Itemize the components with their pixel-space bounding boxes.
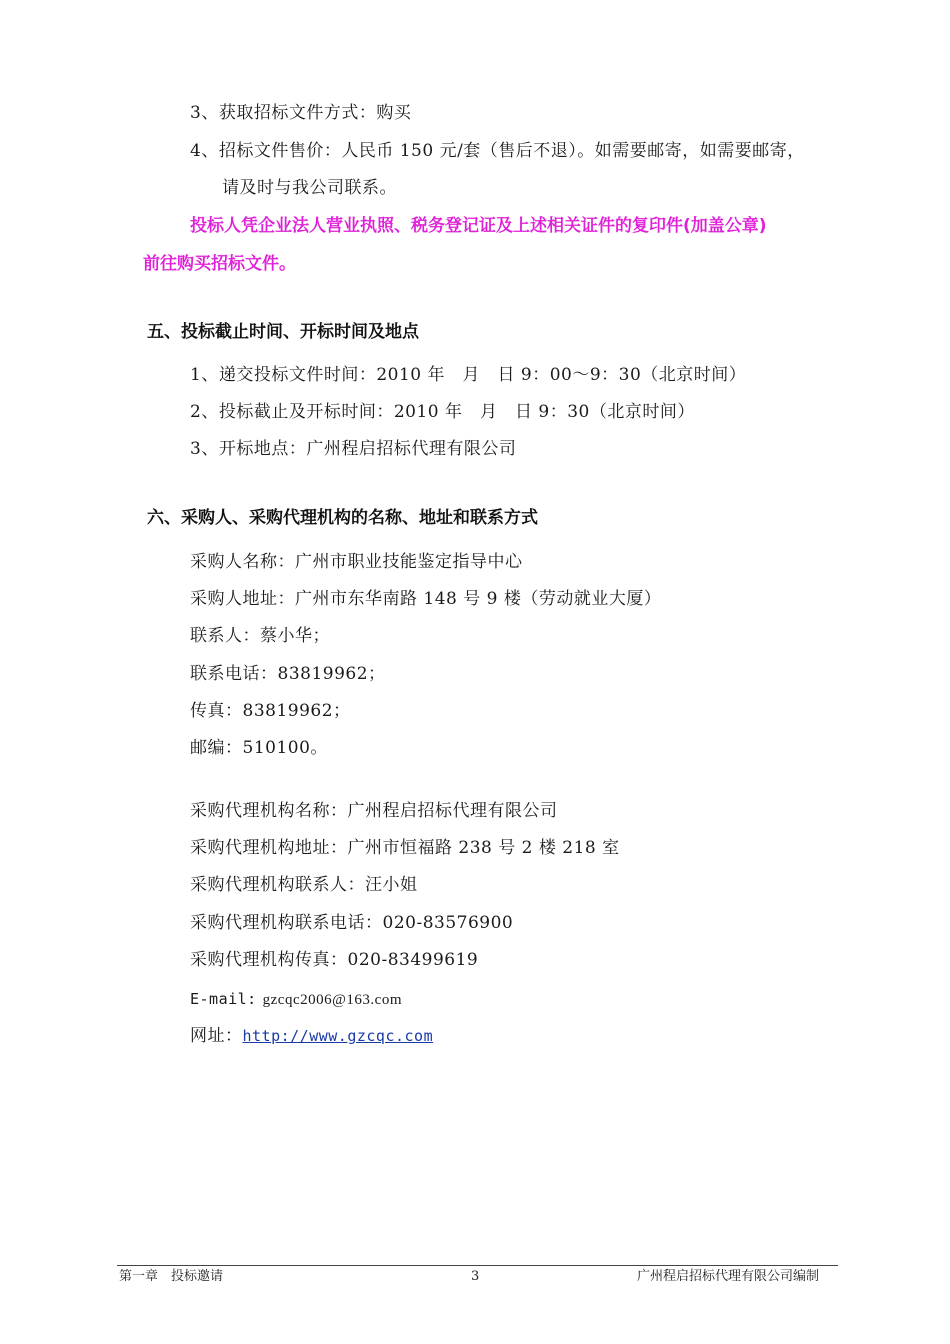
email-value[interactable]: gzcqc2006@163.com: [262, 992, 402, 1008]
email-label: E-mail:: [190, 990, 257, 1008]
agency-contact: 采购代理机构联系人：汪小姐: [190, 875, 418, 895]
postcode: 邮编：510100。: [190, 738, 328, 758]
document-price-continued: 请及时与我公司联系。: [222, 178, 397, 198]
opening-location: 3、开标地点：广州程启招标代理有限公司: [190, 439, 517, 459]
footer-divider: [117, 1265, 838, 1266]
website-line: [190, 1025, 433, 1047]
footer-page-number: 3: [471, 1269, 480, 1284]
purchaser-name: 采购人名称：广州市职业技能鉴定指导中心: [190, 552, 523, 572]
email-line: [190, 988, 402, 1011]
section-6-heading: 六、采购人、采购代理机构的名称、地址和联系方式: [147, 508, 538, 528]
bidder-notice: 投标人凭企业法人营业执照、税务登记证及上述相关证件的复印件(加盖公章): [190, 216, 767, 236]
purchase-method: 3、获取招标文件方式：购买: [190, 103, 412, 123]
contact-phone: 联系电话：83819962；: [190, 664, 386, 684]
footer-publisher: 广州程启招标代理有限公司编制: [637, 1269, 820, 1284]
agency-address: 采购代理机构地址：广州市恒福路 238 号 2 楼 218 室: [190, 838, 620, 858]
agency-name: 采购代理机构名称：广州程启招标代理有限公司: [190, 801, 558, 821]
contact-person: 联系人：蔡小华；: [190, 626, 330, 646]
agency-fax: 采购代理机构传真：020-83499619: [190, 950, 479, 970]
footer-chapter: 第一章 投标邀请: [119, 1269, 224, 1284]
section-5-heading: 五、投标截止时间、开标时间及地点: [147, 322, 419, 342]
agency-phone: 采购代理机构联系电话：020-83576900: [190, 913, 514, 933]
bidder-notice-continued: 前往购买招标文件。: [143, 254, 296, 274]
deadline-opening-time: 2、投标截止及开标时间：2010 年 月 日 9：30（北京时间）: [190, 402, 695, 422]
contact-fax: 传真：83819962；: [190, 701, 351, 721]
document-price: 4、招标文件售价：人民币 150 元/套（售后不退）。如需要邮寄，如需要邮寄，: [190, 141, 805, 161]
submission-time: 1、递交投标文件时间：2010 年 月 日 9：00～9：30（北京时间）: [190, 365, 747, 385]
website-label: 网址：: [190, 1026, 243, 1046]
website-link[interactable]: http://www.gzcqc.com: [242, 1027, 434, 1045]
purchaser-address: 采购人地址：广州市东华南路 148 号 9 楼（劳动就业大厦）: [190, 589, 662, 609]
